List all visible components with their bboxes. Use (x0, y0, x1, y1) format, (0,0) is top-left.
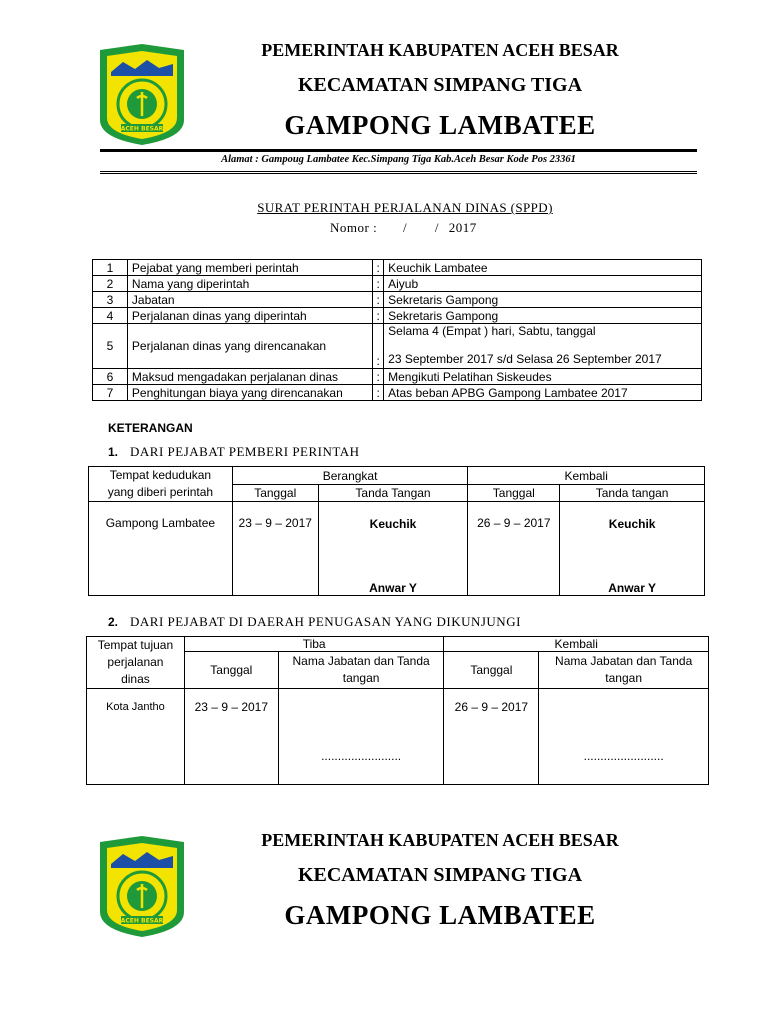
signatory-title: Keuchik (369, 517, 417, 531)
header-text: Nama Jabatan dan Tanda (292, 654, 430, 669)
row-colon: : (373, 324, 384, 369)
header-tanggal: Tanggal (444, 652, 539, 689)
header-nama-jabatan (278, 652, 444, 689)
row-number: 1 (93, 260, 128, 276)
header-tanggal: Tanggal (184, 652, 278, 689)
keterangan-heading: KETERANGAN (108, 421, 193, 435)
table-row (93, 385, 702, 401)
row-colon: : (373, 260, 384, 276)
row-colon: : (373, 385, 384, 401)
header-kembali: Kembali (444, 637, 709, 652)
signatory-name: Anwar Y (608, 581, 657, 595)
row-number: 2 (93, 276, 128, 292)
table-row (93, 260, 702, 276)
row-label: Perjalanan dinas yang direncanakan (127, 324, 372, 369)
logo-caption: ACEH BESAR (120, 917, 164, 925)
signature-line: ........................ (583, 749, 664, 763)
nomor-slash-1: / (402, 220, 408, 235)
row-value: Sekretaris Gampong (384, 292, 702, 308)
row-number: 3 (93, 292, 128, 308)
header-kembali: Kembali (468, 467, 705, 485)
section-1-number: 1. (108, 445, 119, 459)
row-label: Nama yang diperintah (127, 276, 372, 292)
row-value (384, 324, 702, 369)
row-colon: : (373, 369, 384, 385)
signature-line: ........................ (321, 749, 402, 763)
header-gampong: GAMPONG LAMBATEE (284, 110, 596, 140)
row-colon: : (373, 276, 384, 292)
row-value-line-1: Selama 4 (Empat ) hari, Sabtu, tanggal (388, 324, 596, 338)
nomor-year: 2017 (448, 220, 477, 235)
section-2-number: 2. (108, 615, 119, 629)
table-row (93, 324, 702, 369)
header-tanda-tangan: Tanda tangan (560, 485, 705, 502)
row-value-line-2: 23 September 2017 s/d Selasa 26 September 2017 (388, 352, 662, 366)
section-2-heading (108, 614, 521, 630)
header-rule-thin-2 (100, 173, 697, 174)
row-value: Mengikuti Pelatihan Siskeudes (384, 369, 702, 385)
row-label: Pejabat yang memberi perintah (127, 260, 372, 276)
table-row (93, 369, 702, 385)
header-nama-jabatan (539, 652, 709, 689)
header-text: Tempat kedudukan (109, 468, 212, 482)
cell-tempat-tujuan: Kota Jantho (87, 689, 185, 785)
header-rule-thin (100, 171, 697, 172)
row-value: Atas beban APBG Gampong Lambatee 2017 (384, 385, 702, 401)
nomor-label: Nomor : (330, 220, 378, 235)
row-number: 5 (93, 324, 128, 369)
header-text: tangan (605, 671, 642, 686)
header-gampong-2: GAMPONG LAMBATEE (284, 900, 596, 930)
table-row (93, 308, 702, 324)
section-2-table (86, 636, 709, 785)
row-number: 7 (93, 385, 128, 401)
header-tempat-tujuan (87, 637, 185, 689)
table-row (93, 276, 702, 292)
header-rule-thick (100, 149, 697, 152)
signatory-name: Anwar Y (369, 581, 417, 595)
aceh-besar-logo (97, 42, 187, 147)
cell-tanggal-berangkat: 23 – 9 – 2017 (232, 502, 318, 596)
header-text: perjalanan (107, 655, 164, 669)
section-1-table (88, 466, 705, 596)
row-label: Jabatan (127, 292, 372, 308)
nomor-slash-2: / (434, 220, 439, 235)
aceh-besar-logo-2 (97, 834, 187, 939)
header-text: Tempat tujuan (97, 638, 174, 652)
cell-tempat: Gampong Lambatee (89, 502, 233, 596)
signatory-title: Keuchik (608, 517, 656, 531)
section-1-title: DARI PEJABAT PEMBERI PERINTAH (130, 444, 360, 459)
cell-tanggal-kembali: 26 – 9 – 2017 (468, 502, 560, 596)
header-kecamatan: KECAMATAN SIMPANG TIGA (297, 74, 583, 96)
cell-signature-tiba (278, 689, 444, 785)
cell-signature-berangkat (318, 502, 468, 596)
header-tiba: Tiba (184, 637, 444, 652)
row-number: 4 (93, 308, 128, 324)
header-address: Alamat : Gampoug Lambatee Kec.Simpang Tiga Kab.Aceh Besar Kode Pos 23361 (221, 154, 576, 165)
header-tanda-tangan: Tanda Tangan (318, 485, 468, 502)
logo-caption: ACEH BESAR (120, 125, 164, 133)
row-number: 6 (93, 369, 128, 385)
row-value: Aiyub (384, 276, 702, 292)
table-row (93, 292, 702, 308)
row-label: Perjalanan dinas yang diperintah (127, 308, 372, 324)
header-tanggal: Tanggal (468, 485, 560, 502)
header-text: yang diberi perintah (107, 485, 214, 499)
cell-tanggal-tiba: 23 – 9 – 2017 (184, 689, 278, 785)
cell-signature-kembali (560, 502, 705, 596)
row-value: Sekretaris Gampong (384, 308, 702, 324)
header-text: tangan (342, 671, 380, 686)
header-government: PEMERINTAH KABUPATEN ACEH BESAR (261, 40, 619, 60)
section-2-title: DARI PEJABAT DI DAERAH PENUGASAN YANG DIKUNJUNGI (130, 614, 521, 629)
header-tempat-kedudukan (89, 467, 233, 502)
header-kecamatan-2: KECAMATAN SIMPANG TIGA (297, 864, 583, 886)
cell-signature-kembali (539, 689, 709, 785)
document-number (330, 220, 477, 236)
header-tanggal: Tanggal (232, 485, 318, 502)
header-text: dinas (121, 672, 150, 686)
section-1-heading (108, 444, 360, 460)
row-label: Penghitungan biaya yang direncanakan (127, 385, 372, 401)
document-title: SURAT PERINTAH PERJALANAN DINAS (SPPD) (257, 200, 553, 215)
row-colon: : (373, 308, 384, 324)
row-colon: : (373, 292, 384, 308)
row-value: Keuchik Lambatee (384, 260, 702, 276)
cell-tanggal-kembali: 26 – 9 – 2017 (444, 689, 539, 785)
header-government-2: PEMERINTAH KABUPATEN ACEH BESAR (261, 830, 619, 850)
row-label: Maksud mengadakan perjalanan dinas (127, 369, 372, 385)
header-text: Nama Jabatan dan Tanda (555, 654, 693, 669)
header-berangkat: Berangkat (232, 467, 468, 485)
sppd-detail-table (92, 259, 702, 401)
